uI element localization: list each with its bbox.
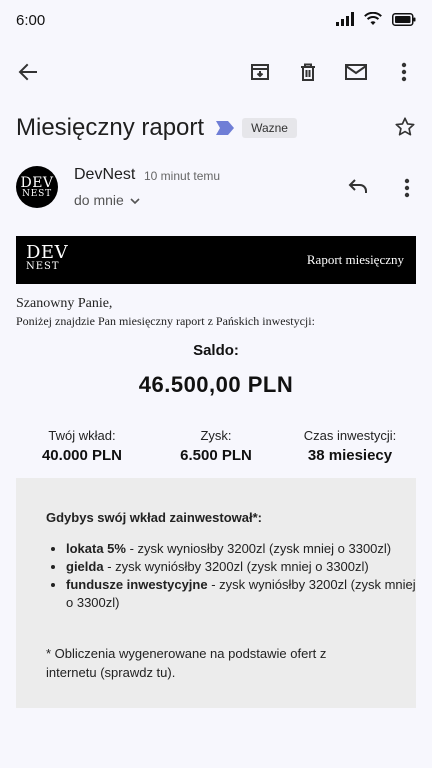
banner-title: Raport miesięczny bbox=[306, 252, 404, 267]
reply-icon[interactable] bbox=[348, 178, 368, 199]
list-item-bold: lokata 5% bbox=[66, 541, 126, 556]
list-item-bold: fundusze inwestycyjne bbox=[66, 577, 208, 592]
status-bar bbox=[0, 0, 432, 44]
saldo-value: 46.500,00 PLN bbox=[138, 372, 294, 397]
trash-icon[interactable] bbox=[296, 60, 320, 84]
signal-icon bbox=[336, 12, 354, 31]
stat-value: 6.500 PLN bbox=[180, 447, 252, 464]
status-icons bbox=[336, 12, 416, 31]
stat-label: Czas inwestycji: bbox=[303, 428, 397, 443]
stats-row bbox=[16, 428, 416, 464]
list-item-bold: gielda bbox=[66, 559, 104, 574]
subject-row bbox=[16, 110, 416, 146]
banner-logo-top: DEV bbox=[26, 242, 69, 263]
banner-logo-bottom: NEST bbox=[26, 261, 60, 272]
list-item-text: - zysk wyniosłby 3200zl (zysk mniej o 3300zl) bbox=[125, 541, 392, 556]
app-bar bbox=[0, 50, 432, 94]
list-item bbox=[66, 540, 416, 558]
sender-time: 10 minut temu bbox=[144, 169, 221, 183]
label-arrow-icon bbox=[216, 121, 234, 135]
mail-icon[interactable] bbox=[344, 60, 368, 84]
avatar-logo-bottom: NEST bbox=[22, 188, 52, 199]
email-subject: Miesięczny raport bbox=[16, 114, 205, 141]
archive-icon[interactable] bbox=[248, 60, 272, 84]
chevron-down-icon bbox=[130, 192, 140, 208]
more-vertical-icon[interactable] bbox=[404, 178, 410, 203]
status-time: 6:00 bbox=[16, 12, 46, 29]
stat-contribution bbox=[16, 428, 148, 464]
sender-name: DevNest bbox=[74, 166, 136, 183]
list-item-text: - zysk wyniósłby 3200zl (zysk mniej o 3300zl) bbox=[66, 577, 416, 610]
sender-row bbox=[16, 164, 416, 212]
star-icon[interactable] bbox=[394, 116, 416, 143]
saldo-label: Saldo: bbox=[193, 342, 239, 359]
stat-profit bbox=[150, 428, 282, 464]
battery-icon bbox=[392, 13, 416, 31]
recipient-toggle[interactable] bbox=[74, 192, 140, 208]
more-vertical-icon[interactable] bbox=[392, 60, 416, 84]
list-item bbox=[66, 576, 416, 612]
recipient-label: do mnie bbox=[74, 192, 124, 208]
avatar-logo-top: DEV bbox=[20, 174, 54, 191]
comparison-list bbox=[46, 540, 416, 612]
comparison-title: Gdybys swój wkład zainwestował*: bbox=[46, 510, 263, 525]
wifi-icon bbox=[364, 12, 382, 31]
stat-value: 40.000 PLN bbox=[41, 447, 123, 464]
avatar[interactable] bbox=[16, 166, 58, 208]
label-chip[interactable]: Wazne bbox=[242, 118, 297, 138]
stat-label: Zysk: bbox=[200, 428, 232, 443]
email-banner bbox=[16, 236, 416, 284]
footnote: * Obliczenia wygenerowane na podstawie ofert z internetu (sprawdz tu). bbox=[46, 646, 327, 680]
list-item bbox=[66, 558, 416, 576]
stat-label: Twój wkład: bbox=[48, 428, 116, 443]
arrow-left-icon[interactable] bbox=[16, 60, 40, 84]
stat-value: 38 miesiecy bbox=[307, 447, 393, 464]
comparison-box bbox=[16, 478, 416, 708]
intro-text: Poniżej znajdzie Pan miesięczny raport z Pańskich inwestycji: bbox=[16, 314, 315, 328]
stat-duration bbox=[284, 428, 416, 464]
list-item-text: - zysk wyniósłby 3200zl (zysk mniej o 3300zl) bbox=[103, 559, 369, 574]
banner-logo bbox=[26, 244, 68, 272]
greeting: Szanowny Panie, bbox=[16, 296, 113, 311]
